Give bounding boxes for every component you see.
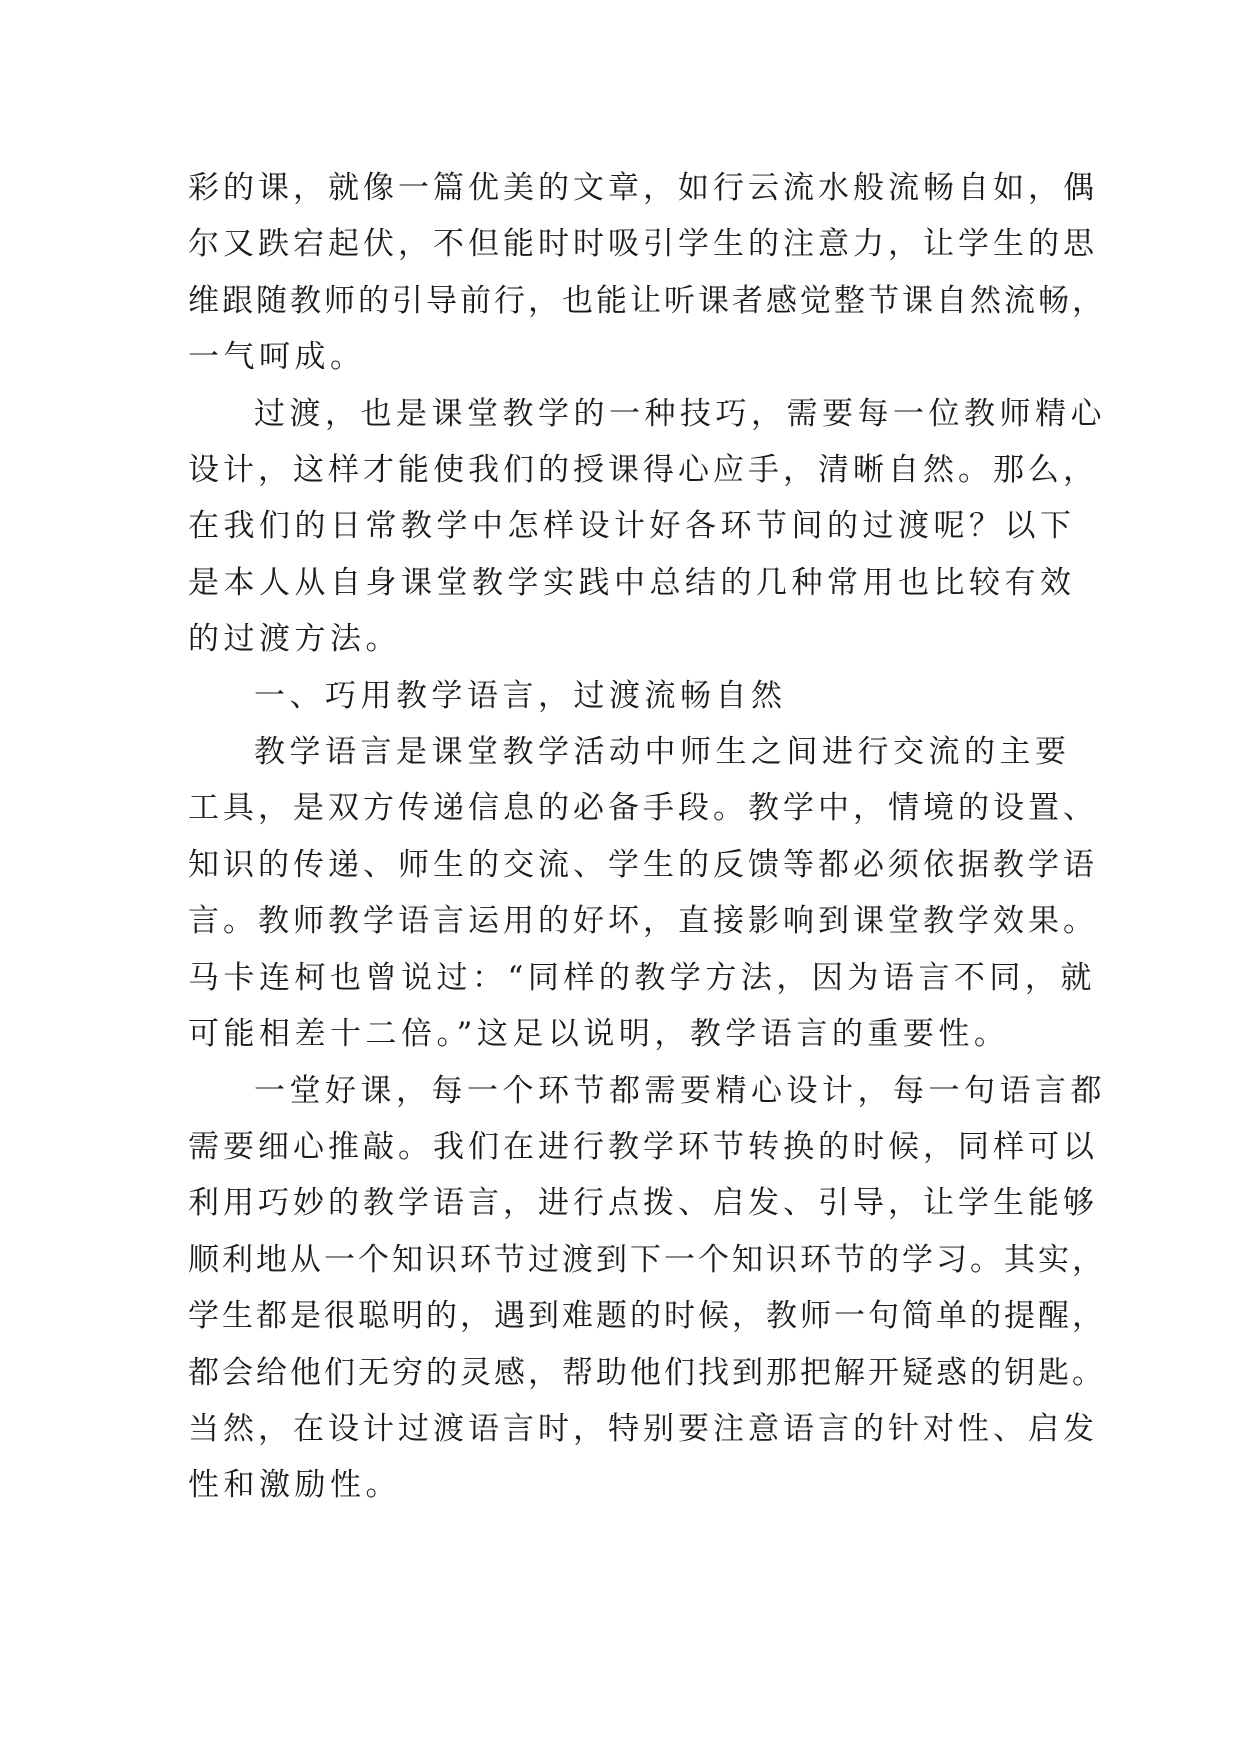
heading-line: 一、巧用教学语言，过渡流畅自然 [254, 677, 787, 714]
text-line: 需要细心推敲。我们在进行教学环节转换的时候，同样可以 [188, 1128, 1098, 1165]
paragraph-teaching-language [188, 724, 1098, 1062]
text-line: 当然，在设计过渡语言时，特别要注意语言的针对性、启发 [188, 1410, 1098, 1447]
text-line: 尔又跌宕起伏，不但能时时吸引学生的注意力，让学生的思 [188, 226, 1098, 263]
text-line: 教学语言是课堂教学活动中师生之间进行交流的主要 [254, 734, 1071, 771]
text-line: 过渡，也是课堂教学的一种技巧，需要每一位教师精心 [254, 395, 1106, 432]
paragraph-transition-intro [188, 386, 1106, 668]
text-line: 一气呵成。 [188, 339, 366, 376]
text-line: 是本人从自身课堂教学实践中总结的几种常用也比较有效 [188, 564, 1076, 601]
text-line: 顺利地从一个知识环节过渡到下一个知识环节的学习。其实， [188, 1241, 1106, 1278]
document-body [188, 160, 1106, 1514]
text-line: 都会给他们无穷的灵感，帮助他们找到那把解开疑惑的钥匙。 [188, 1354, 1106, 1391]
paragraph-continuation [188, 160, 1106, 386]
text-line: 学生都是很聪明的，遇到难题的时候，教师一句简单的提醒， [188, 1298, 1106, 1335]
text-line: 言。教师教学语言运用的好坏，直接影响到课堂教学效果。 [188, 903, 1098, 940]
text-line: 可能相差十二倍。”这足以说明，教学语言的重要性。 [188, 1016, 1010, 1053]
text-line: 工具，是双方传递信息的必备手段。教学中，情境的设置、 [188, 790, 1098, 827]
text-line: 知识的传递、师生的交流、学生的反馈等都必须依据教学语 [188, 846, 1098, 883]
paragraph-good-lesson [188, 1063, 1106, 1514]
section-heading [188, 668, 1088, 724]
text-line: 设计，这样才能使我们的授课得心应手，清晰自然。那么， [188, 452, 1098, 489]
text-line: 维跟随教师的引导前行，也能让听课者感觉整节课自然流畅， [188, 282, 1106, 319]
text-line: 性和激励性。 [188, 1467, 401, 1504]
text-line: 在我们的日常教学中怎样设计好各环节间的过渡呢？以下 [188, 508, 1076, 545]
text-line: 利用巧妙的教学语言，进行点拨、启发、引导，让学生能够 [188, 1185, 1098, 1222]
text-line: 马卡连柯也曾说过：“同样的教学方法，因为语言不同，就 [188, 959, 1096, 996]
text-line: 一堂好课，每一个环节都需要精心设计，每一句语言都 [254, 1072, 1106, 1109]
text-line: 的过渡方法。 [188, 621, 401, 658]
text-line: 彩的课，就像一篇优美的文章，如行云流水般流畅自如，偶 [188, 170, 1098, 206]
